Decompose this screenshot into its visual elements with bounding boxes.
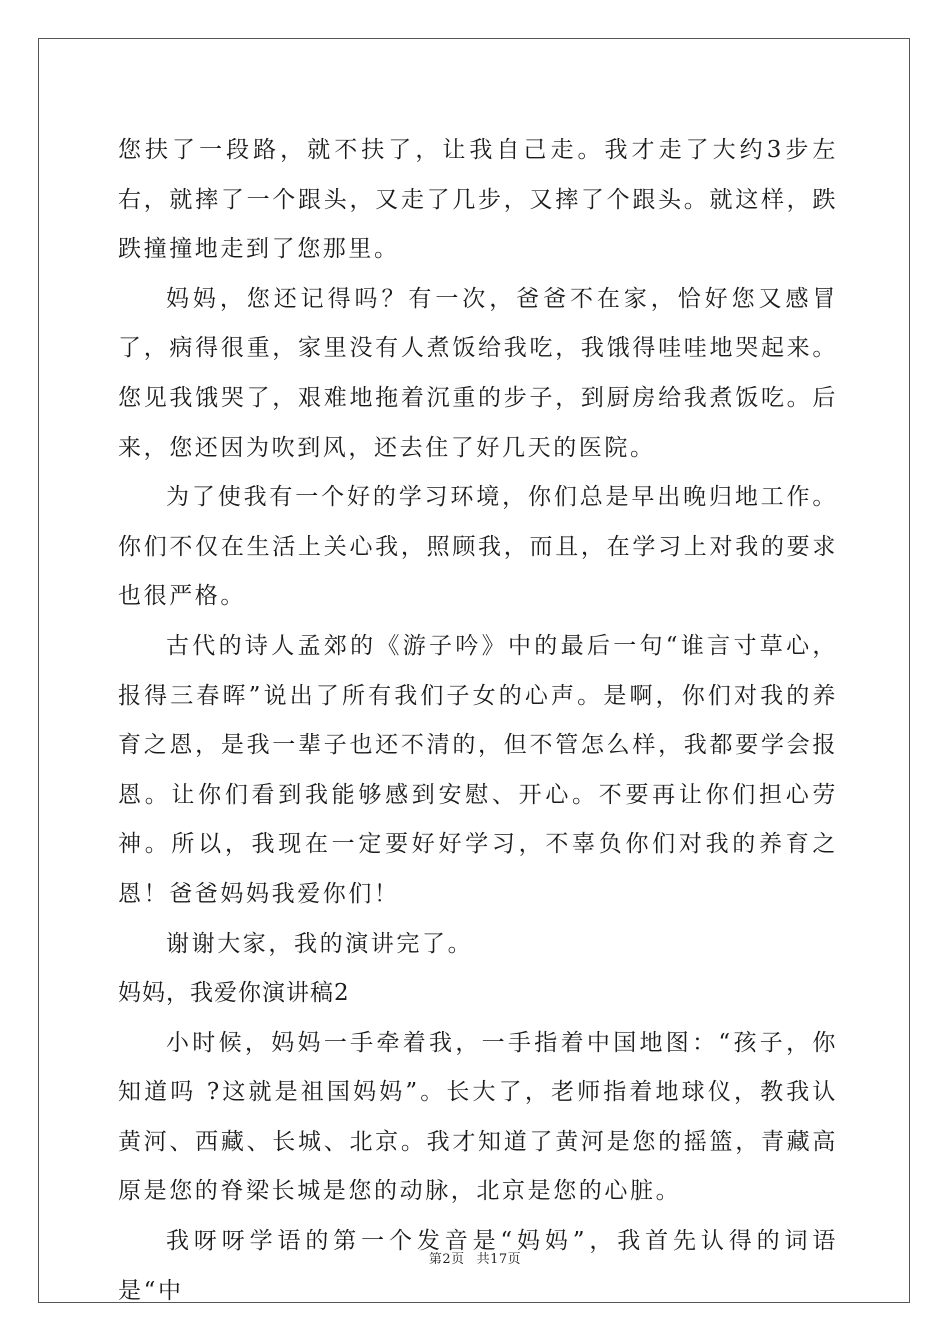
page-number: 第2页 [428, 1252, 465, 1267]
page-footer [0, 1248, 950, 1267]
page-total: 共17页 [476, 1252, 522, 1267]
paragraph: 为了使我有一个好的学习环境，你们总是早出晚归地工作。你们不仅在生活上关心我，照顾我，而且，在学习上对我的要求也很严格。 [118, 484, 838, 610]
document-body [118, 126, 838, 1316]
section-title: 妈妈，我爱你演讲稿2 [118, 980, 350, 1007]
paragraph: 妈妈，您还记得吗？有一次，爸爸不在家，恰好您又感冒了，病得很重，家里没有人煮饭给我吃，我饿得哇哇地哭起来。您见我饿哭了，艰难地拖着沉重的步子，到厨房给我煮饭吃。后来，您还因为吹到风，还去住了好几天的医院。 [118, 285, 838, 461]
paragraph-continuation: 您扶了一段路，就不扶了，让我自己走。我才走了大约3步左右，就摔了一个跟头，又走了几步，又摔了个跟头。就这样，跌跌撞撞地走到了您那里。 [118, 137, 838, 263]
paragraph: 谢谢大家，我的演讲完了。 [166, 930, 474, 957]
paragraph: 小时候，妈妈一手牵着我，一手指着中国地图：“孩子，你知道吗 ?这就是祖国妈妈”。长大了，老师指着地球仪，教我认黄河、西藏、长城、北京。我才知道了黄河是您的摇篮，青藏高原是您的脊梁长城是您的动脉，北京是您的心脏。 [118, 1029, 838, 1205]
paragraph: 我呀呀学语的第一个发音是“妈妈”，我首先认得的词语是“中 [118, 1228, 838, 1304]
paragraph: 古代的诗人孟郊的《游子吟》中的最后一句“谁言寸草心，报得三春晖”说出了所有我们子女的心声。是啊，你们对我的养育之恩，是我一辈子也还不清的，但不管怎么样，我都要学会报恩。让你们看到我能够感到安慰、开心。不要再让你们担心劳神。所以，我现在一定要好好学习，不辜负你们对我的养育之恩！爸爸妈妈我爱你们！ [118, 632, 838, 907]
